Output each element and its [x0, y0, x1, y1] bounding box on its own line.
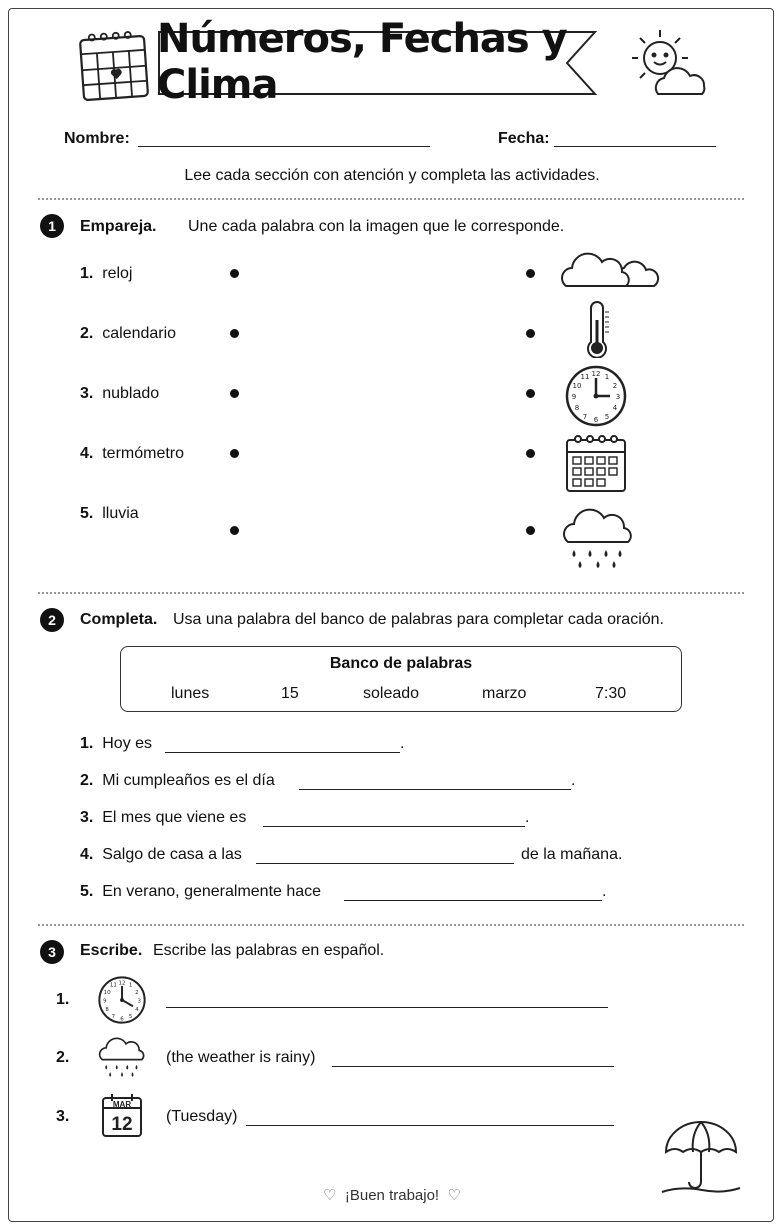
sentence-text: Salgo de casa a las	[102, 846, 242, 863]
date-field[interactable]	[554, 146, 716, 147]
section-1-heading: Empareja.	[80, 218, 157, 235]
sentence-1	[80, 735, 152, 753]
svg-text:12: 12	[591, 370, 601, 378]
svg-text:1: 1	[604, 373, 610, 381]
calendar-icon	[101, 1092, 143, 1138]
item-number: 2.	[56, 1049, 70, 1066]
name-label: Nombre:	[64, 130, 130, 147]
match-word: termómetro	[102, 445, 185, 462]
section-3-badge: 3	[40, 940, 64, 964]
cloud-icon	[560, 246, 660, 292]
footer-text: ¡Buen trabajo!	[344, 1187, 440, 1204]
match-word: nublado	[102, 385, 160, 402]
divider	[38, 924, 744, 926]
match-item-3	[80, 385, 159, 403]
sentence-3	[80, 809, 246, 827]
sentence-1-blank[interactable]	[165, 752, 400, 753]
svg-text:12: 12	[118, 980, 126, 987]
clock-icon	[564, 364, 628, 428]
svg-text:11: 11	[580, 373, 590, 381]
sentence-end: de la mañana.	[521, 846, 623, 863]
sentence-end: .	[525, 809, 530, 826]
svg-text:3: 3	[615, 393, 621, 401]
section-1-instruction: Une cada palabra con la imagen que le corresponde.	[188, 218, 565, 235]
rain-cloud-icon	[560, 504, 636, 572]
word-bank-word: soleado	[363, 685, 420, 702]
sentence-5	[80, 883, 321, 901]
match-dot-left-5[interactable]	[230, 526, 239, 535]
word-bank-title: Banco de palabras	[329, 655, 473, 672]
svg-text:5: 5	[128, 1013, 133, 1020]
svg-text:4: 4	[135, 1006, 139, 1013]
clock-icon	[97, 975, 147, 1025]
heart-icon: ♡	[447, 1187, 461, 1204]
sun-cloud-icon	[620, 26, 712, 102]
match-dot-right-4[interactable]	[526, 449, 535, 458]
write-answer-1[interactable]	[166, 1007, 608, 1008]
svg-text:9: 9	[103, 998, 107, 1005]
svg-text:8: 8	[574, 404, 580, 412]
word-bank-word: lunes	[171, 685, 210, 702]
svg-text:1: 1	[128, 982, 133, 989]
svg-text:7: 7	[582, 413, 588, 421]
section-2-badge: 2	[40, 608, 64, 632]
item-number: 2.	[80, 325, 94, 342]
sentence-end: .	[571, 772, 576, 789]
item-number: 5.	[80, 505, 94, 522]
match-dot-right-5[interactable]	[526, 526, 535, 535]
sentence-text: El mes que viene es	[102, 809, 247, 826]
page-title: Números, Fechas y Clima	[157, 16, 567, 108]
svg-text:8: 8	[105, 1006, 109, 1013]
match-dot-left-3[interactable]	[230, 389, 239, 398]
match-dot-right-1[interactable]	[526, 269, 535, 278]
calendar-day: 12	[111, 1114, 133, 1135]
match-dot-right-3[interactable]	[526, 389, 535, 398]
item-number: 1.	[56, 991, 70, 1008]
footer	[0, 1186, 784, 1204]
svg-text:6: 6	[593, 416, 599, 424]
svg-text:2: 2	[612, 382, 618, 390]
sentence-text: En verano, generalmente hace	[102, 883, 322, 900]
svg-text:10: 10	[103, 989, 111, 996]
item-number: 5.	[80, 883, 94, 900]
sentence-2-blank[interactable]	[299, 789, 571, 790]
item-number: 1.	[80, 735, 94, 752]
match-word: calendario	[102, 325, 177, 342]
word-bank-word: 7:30	[595, 685, 627, 702]
section-3-heading: Escribe.	[80, 942, 143, 959]
divider	[38, 198, 744, 200]
section-3-instruction: Escribe las palabras en español.	[153, 942, 385, 959]
match-item-2	[80, 325, 176, 343]
write-prompt-3: (Tuesday)	[166, 1108, 238, 1125]
write-prompt-2: (the weather is rainy)	[166, 1049, 316, 1066]
svg-text:4: 4	[612, 404, 618, 412]
item-number: 4.	[80, 445, 94, 462]
section-2-instruction: Usa una palabra del banco de palabras para completar cada oración.	[173, 611, 664, 628]
match-word: lluvia	[102, 505, 139, 522]
sentence-text: Hoy es	[102, 735, 153, 752]
word-bank-word: 15	[281, 685, 299, 702]
svg-text:2: 2	[135, 989, 139, 996]
heart-icon: ♡	[323, 1187, 337, 1204]
sentence-3-blank[interactable]	[263, 826, 525, 827]
thermometer-icon	[582, 300, 612, 358]
match-dot-right-2[interactable]	[526, 329, 535, 338]
match-item-1	[80, 265, 132, 283]
divider	[38, 592, 744, 594]
date-label: Fecha:	[498, 130, 550, 147]
instructions: Lee cada sección con atención y completa las actividades.	[184, 167, 600, 184]
sentence-2	[80, 772, 275, 790]
item-number: 4.	[80, 846, 94, 863]
sentence-4	[80, 846, 242, 864]
sentence-end: .	[400, 735, 405, 752]
name-field[interactable]	[138, 146, 430, 147]
calendar-month: MAR	[112, 1100, 132, 1109]
match-dot-left-2[interactable]	[230, 329, 239, 338]
calendar-icon	[564, 432, 628, 494]
section-1-badge: 1	[40, 214, 64, 238]
sentence-4-blank[interactable]	[256, 863, 514, 864]
sentence-5-blank[interactable]	[344, 900, 602, 901]
svg-text:9: 9	[571, 393, 577, 401]
write-answer-2[interactable]	[332, 1066, 614, 1067]
item-number: 1.	[80, 265, 94, 282]
svg-text:10: 10	[572, 382, 582, 390]
match-item-5	[80, 505, 139, 523]
match-dot-left-1[interactable]	[230, 269, 239, 278]
match-dot-left-4[interactable]	[230, 449, 239, 458]
item-number: 2.	[80, 772, 94, 789]
match-item-4	[80, 445, 184, 463]
rain-cloud-icon	[97, 1034, 147, 1080]
calendar-icon	[76, 28, 152, 104]
word-bank	[120, 646, 682, 712]
word-bank-word: marzo	[482, 685, 527, 702]
sentence-text: Mi cumpleaños es el día	[102, 772, 275, 789]
item-number: 3.	[80, 385, 94, 402]
svg-text:5: 5	[604, 413, 610, 421]
item-number: 3.	[56, 1108, 70, 1125]
match-word: reloj	[102, 265, 133, 282]
section-2-heading: Completa.	[80, 611, 158, 628]
sentence-end: .	[602, 883, 607, 900]
svg-text:11: 11	[109, 982, 117, 989]
write-answer-3[interactable]	[246, 1125, 614, 1126]
svg-text:7: 7	[111, 1013, 116, 1020]
svg-text:6: 6	[120, 1016, 124, 1023]
svg-text:3: 3	[137, 998, 141, 1005]
item-number: 3.	[80, 809, 94, 826]
